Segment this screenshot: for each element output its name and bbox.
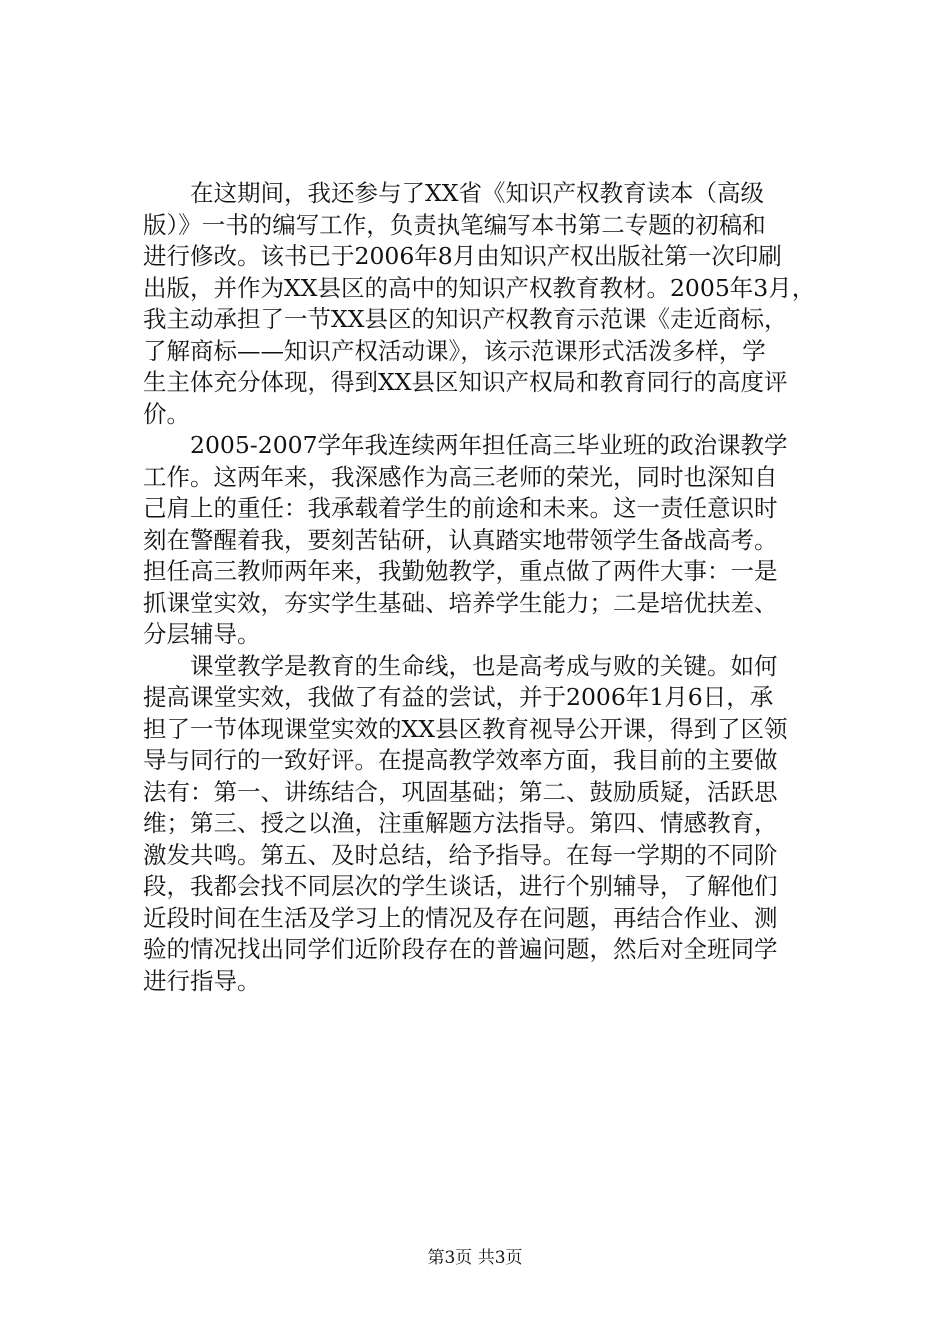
page-number-footer: 第3页 共3页 bbox=[427, 1248, 523, 1268]
text-line: 导与同行的一致好评。在提高教学效率方面，我目前的主要做 bbox=[143, 746, 778, 774]
text-line: 分层辅导。 bbox=[143, 620, 261, 648]
text-line: 担了一节体现课堂实效的XX县区教育视导公开课，得到了区领 bbox=[143, 714, 788, 743]
text-line: 提高课堂实效，我做了有益的尝试，并于2006年1月6日，承 bbox=[143, 683, 774, 711]
text-line: 刻在警醒着我，要刻苦钻研，认真踏实地带领学生备战高考。 bbox=[143, 525, 778, 554]
text-line: 我主动承担了一节XX县区的知识产权教育示范课《走近商标， bbox=[143, 305, 788, 333]
text-line: 工作。这两年来，我深感作为高三老师的荣光，同时也深知自 bbox=[143, 462, 778, 491]
text-line: 了解商标——知识产权活动课》，该示范课形式活泼多样，学 bbox=[143, 336, 766, 365]
text-line: 在这期间，我还参与了XX省《知识产权教育读本（高级 bbox=[143, 179, 764, 207]
text-line: 激发共鸣。第五、及时总结，给予指导。在每一学期的不同阶 bbox=[143, 840, 778, 869]
text-line: 近段时间在生活及学习上的情况及存在问题，再结合作业、测 bbox=[143, 903, 778, 932]
text-line: 2005-2007学年我连续两年担任高三毕业班的政治课教学 bbox=[143, 431, 788, 459]
text-line: 价。 bbox=[143, 399, 190, 428]
text-line: 维；第三、授之以渔，注重解题方法指导。第四、情感教育， bbox=[143, 809, 778, 837]
text-line: 法有：第一、讲练结合，巩固基础；第二、鼓励质疑，活跃思 bbox=[143, 777, 778, 806]
text-line: 生主体充分体现，得到XX县区知识产权局和教育同行的高度评 bbox=[143, 368, 788, 396]
text-line: 进行修改。该书已于2006年8月由知识产权出版社第一次印刷 bbox=[143, 242, 782, 270]
text-line: 课堂教学是教育的生命线，也是高考成与败的关键。如何 bbox=[143, 651, 778, 680]
paragraph-2 bbox=[143, 430, 833, 651]
text-line: 验的情况找出同学们近阶段存在的普遍问题，然后对全班同学 bbox=[143, 935, 778, 963]
body-text bbox=[143, 178, 833, 997]
text-line: 进行指导。 bbox=[143, 966, 261, 995]
text-line: 抓课堂实效，夯实学生基础、培养学生能力；二是培优扶差、 bbox=[143, 588, 778, 617]
text-line: 己肩上的重任：我承载着学生的前途和未来。这一责任意识时 bbox=[143, 494, 778, 522]
text-line: 担任高三教师两年来，我勤勉教学，重点做了两件大事：一是 bbox=[143, 557, 778, 585]
text-line: 版）》一书的编写工作，负责执笔编写本书第二专题的初稿和 bbox=[143, 210, 766, 239]
paragraph-1 bbox=[143, 178, 833, 430]
paragraph-3 bbox=[143, 651, 833, 998]
text-line: 段，我都会找不同层次的学生谈话，进行个别辅导，了解他们 bbox=[143, 872, 778, 900]
text-line: 出版，并作为XX县区的高中的知识产权教育教材。2005年3月， bbox=[143, 273, 816, 302]
